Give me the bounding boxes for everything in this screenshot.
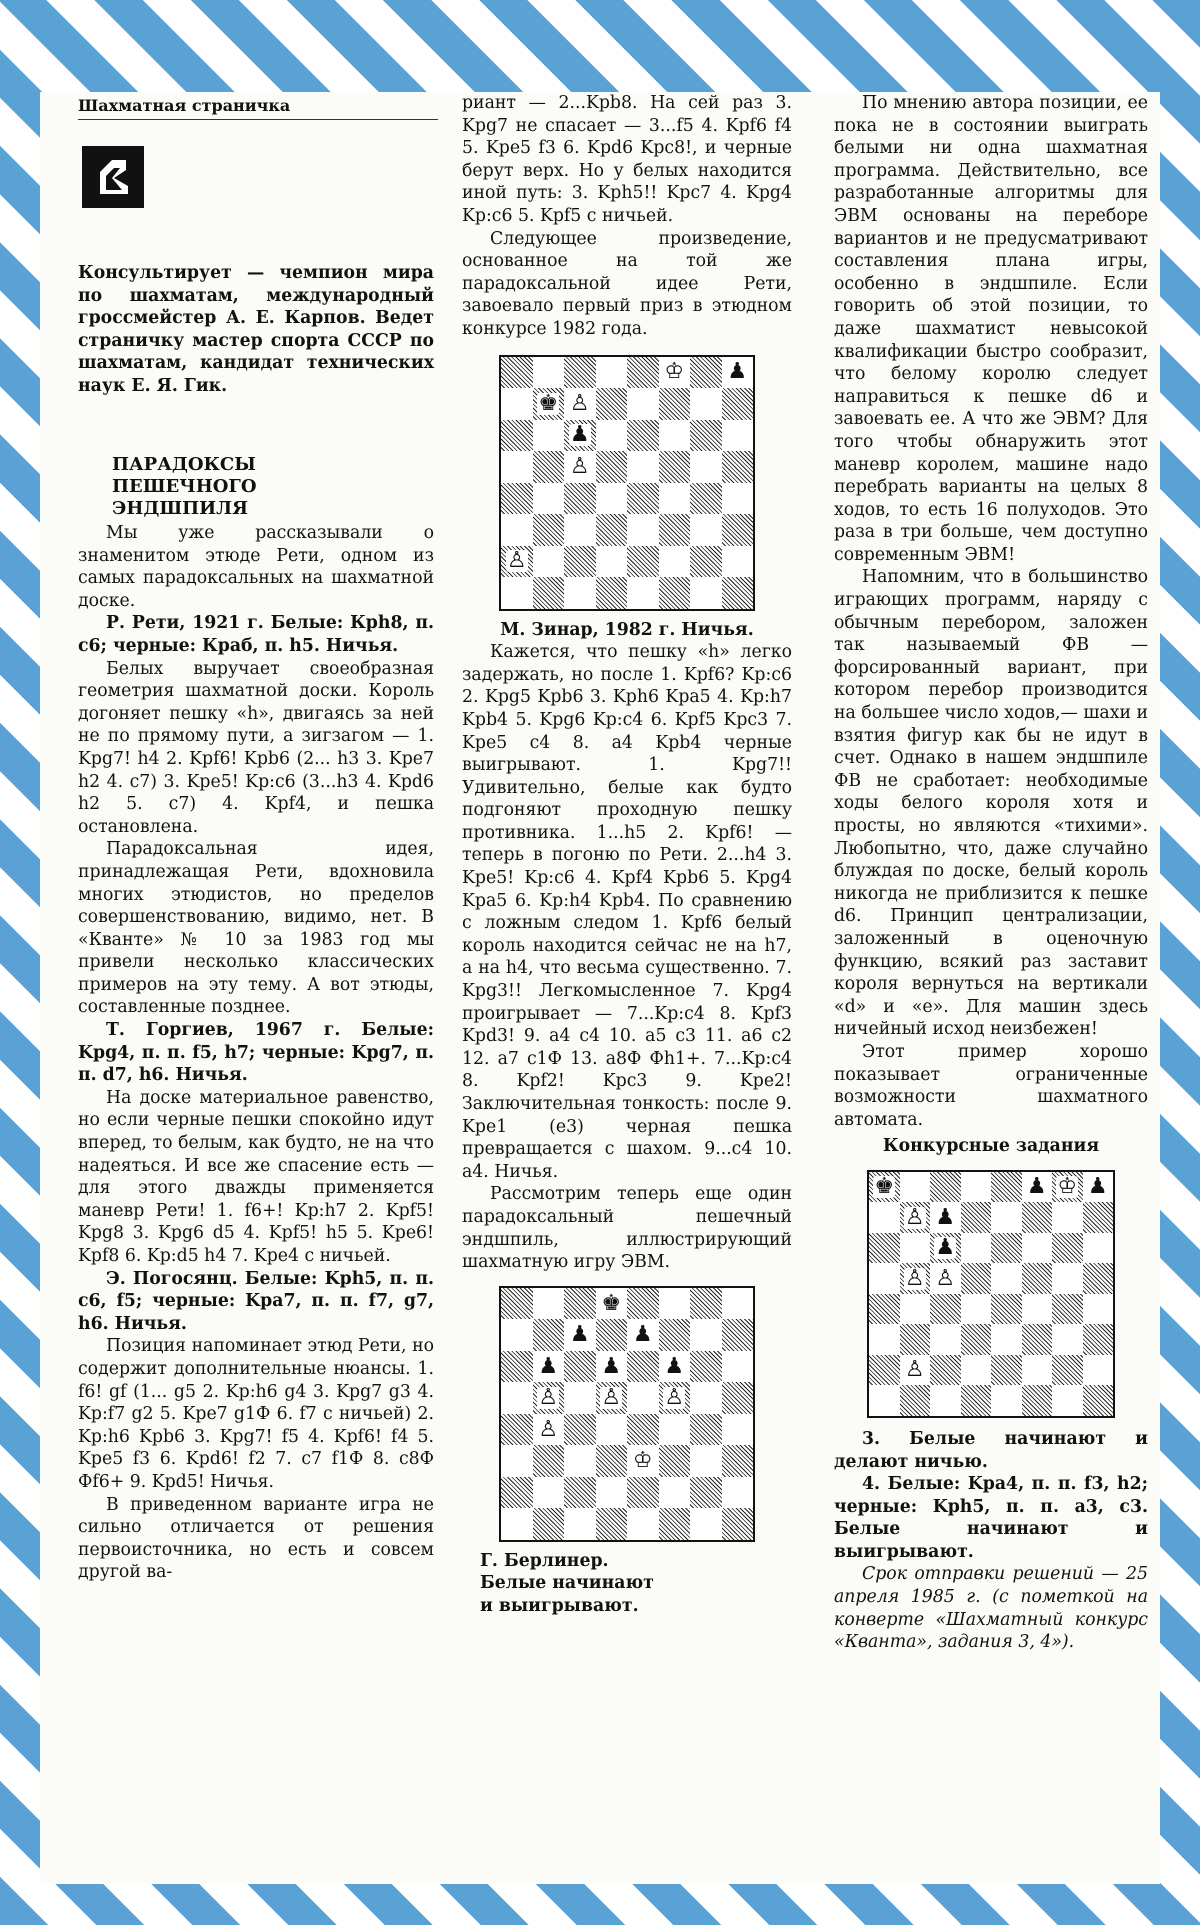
consultant-note: Консультирует — чемпион мира по шахматам, международный гроссмейстер А. Е. Карпов. Ведет страничку мастер спорта СССР по шахматам, кандидат технических наук Е. Я. Гик. xyxy=(78,263,434,396)
chess-piece-icon: ♙ xyxy=(664,1385,685,1410)
square-c5 xyxy=(930,1263,961,1294)
square-e5 xyxy=(627,451,659,483)
square-a2 xyxy=(869,1355,900,1386)
square-e8 xyxy=(627,357,659,389)
square-e1 xyxy=(627,1508,659,1540)
square-e2 xyxy=(627,546,659,578)
square-a8 xyxy=(501,1288,533,1320)
square-f2 xyxy=(659,546,691,578)
square-d8 xyxy=(596,357,628,389)
square-d6 xyxy=(961,1233,992,1264)
square-c3 xyxy=(930,1324,961,1355)
square-b7 xyxy=(533,388,565,420)
square-h5 xyxy=(722,1382,754,1414)
square-c8 xyxy=(564,1288,596,1320)
section-header: Шахматная страничка xyxy=(78,96,438,120)
square-b7 xyxy=(533,1319,565,1351)
square-c5 xyxy=(564,1382,596,1414)
chess-piece-icon: ♚ xyxy=(538,390,559,416)
column-3 xyxy=(834,92,1148,1654)
square-b2 xyxy=(900,1355,931,1386)
square-f4 xyxy=(1022,1294,1053,1325)
square-d2 xyxy=(596,546,628,578)
square-h3 xyxy=(1083,1324,1114,1355)
square-c6 xyxy=(564,1351,596,1383)
square-h7 xyxy=(722,388,754,420)
paragraph: На доске материальное равенство, но если черные пешки спокойно идут вперед, то белым, как будто, не на что надеяться. И все же спасение есть — для этого дважды применяется маневр Рети! 1. f6+! Kp:h7 2. Kpf5! Kpg8 3. Kpg6 d5 4. Kpf5! h5 5. Kpe6! Kpf8 6. Kp:d5 h4 7. Kpe4 с ничьей. xyxy=(78,1087,434,1266)
square-e3 xyxy=(627,514,659,546)
square-g5 xyxy=(690,1382,722,1414)
paragraph: В приведенном варианте игра не сильно отличается от решения первоисточника, но есть и совсем другой ва- xyxy=(78,1494,434,1583)
square-e7 xyxy=(991,1202,1022,1233)
square-a6 xyxy=(501,1351,533,1383)
square-c4 xyxy=(930,1294,961,1325)
square-e2 xyxy=(991,1355,1022,1386)
square-a2 xyxy=(501,1477,533,1509)
square-c1 xyxy=(564,577,596,609)
chess-piece-icon: ♙ xyxy=(538,1385,559,1410)
square-d6 xyxy=(596,1351,628,1383)
diagram-berliner-caption: Г. Берлинер. Белые начинают и выигрывают. xyxy=(480,1550,654,1616)
square-e6 xyxy=(627,1351,659,1383)
chess-piece-icon: ♙ xyxy=(569,453,590,479)
square-e6 xyxy=(627,420,659,452)
chess-piece-icon: ♟ xyxy=(1087,1174,1108,1200)
square-f3 xyxy=(1022,1324,1053,1355)
paragraph: По мнению автора позиции, ее пока не в состоянии выиграть белыми ни одна шахматная программа. Действительно, все разработанные алгоритмы для ЭВМ основаны на переборе вариантов и не предусматривают составления плана игры, особенно в эндшпиле. Если говорить об этой позиции, то даже шахматист невысокой квалификации быстро сообразит, что белому королю следует направиться к пешке d6 и завоевать ее. А что же ЭВМ? Для того чтобы обнаружить этот маневр королем, машине надо перебрать варианты на целых 8 ходов, то есть 16 полуходов. Это раза в три больше, чем доступно современным ЭВМ! xyxy=(834,93,1148,565)
chess-piece-icon: ♔ xyxy=(1057,1174,1078,1200)
square-a1 xyxy=(501,577,533,609)
square-g6 xyxy=(690,420,722,452)
col2-mid-paragraphs xyxy=(462,641,792,1274)
square-b4 xyxy=(900,1294,931,1325)
square-h3 xyxy=(722,1445,754,1477)
paragraph: риант — 2...Kpb8. На сей раз 3. Kpg7 не спасает — 3...f5 4. Kpf6 f4 5. Kpe5 f3 6. Kpd6 Kpc8!, и черные берут верх. Но у белых находится иной путь: 3. Kph5!! Kpc7 4. Kpg4 Kp:c6 5. Kpf5 с ничьей. xyxy=(462,93,792,226)
paragraph: Следующее произведение, основанное на той же парадоксальной идее Рети, завоевало первый приз в этюдном конкурсе 1982 года. xyxy=(462,228,792,339)
square-g1 xyxy=(1052,1385,1083,1416)
paragraph: Этот пример хорошо показывает ограниченные возможности шахматного автомата. xyxy=(834,1041,1148,1130)
square-h2 xyxy=(722,1477,754,1509)
square-b4 xyxy=(533,1414,565,1446)
square-g5 xyxy=(1052,1263,1083,1294)
square-d2 xyxy=(961,1355,992,1386)
square-b3 xyxy=(900,1324,931,1355)
square-h7 xyxy=(1083,1202,1114,1233)
square-f5 xyxy=(659,451,691,483)
square-d7 xyxy=(961,1202,992,1233)
square-e1 xyxy=(627,577,659,609)
square-e4 xyxy=(627,483,659,515)
square-d8 xyxy=(961,1172,992,1203)
square-b6 xyxy=(533,420,565,452)
square-b7 xyxy=(900,1202,931,1233)
square-e8 xyxy=(991,1172,1022,1203)
square-g6 xyxy=(1052,1233,1083,1264)
square-f6 xyxy=(659,1351,691,1383)
square-c7 xyxy=(930,1202,961,1233)
square-h4 xyxy=(722,483,754,515)
paragraph: 3. Белые начинают и делают ничью. xyxy=(834,1428,1148,1472)
square-g4 xyxy=(690,483,722,515)
square-b6 xyxy=(900,1233,931,1264)
square-c2 xyxy=(564,1477,596,1509)
square-b5 xyxy=(533,451,565,483)
magazine-page xyxy=(40,92,1160,1884)
square-b3 xyxy=(533,1445,565,1477)
square-f2 xyxy=(659,1477,691,1509)
square-f1 xyxy=(1022,1385,1053,1416)
square-a8 xyxy=(501,357,533,389)
square-f4 xyxy=(659,483,691,515)
square-h6 xyxy=(1083,1233,1114,1264)
square-a1 xyxy=(869,1385,900,1416)
square-h2 xyxy=(1083,1355,1114,1386)
square-d1 xyxy=(596,1508,628,1540)
chess-piece-icon: ♔ xyxy=(664,359,685,385)
paragraph: Срок отправки решений — 25 апреля 1985 г. (с пометкой на конверте «Шахматный конкурс «Кванта», задания 3, 4»). xyxy=(834,1564,1148,1653)
chess-piece-icon: ♟ xyxy=(935,1204,956,1230)
square-b2 xyxy=(533,546,565,578)
square-a6 xyxy=(869,1233,900,1264)
square-d1 xyxy=(961,1385,992,1416)
square-e4 xyxy=(627,1414,659,1446)
square-g3 xyxy=(1052,1324,1083,1355)
square-f1 xyxy=(659,577,691,609)
square-g3 xyxy=(690,514,722,546)
square-h4 xyxy=(1083,1294,1114,1325)
square-d4 xyxy=(596,483,628,515)
square-e5 xyxy=(627,1382,659,1414)
square-g7 xyxy=(1052,1202,1083,1233)
chess-piece-icon: ♟ xyxy=(1026,1174,1047,1200)
square-g2 xyxy=(1052,1355,1083,1386)
square-a5 xyxy=(501,451,533,483)
square-f5 xyxy=(1022,1263,1053,1294)
square-b4 xyxy=(533,483,565,515)
article-col1 xyxy=(78,454,434,1584)
square-d6 xyxy=(596,420,628,452)
square-c5 xyxy=(564,451,596,483)
square-d3 xyxy=(596,1445,628,1477)
square-h2 xyxy=(722,546,754,578)
column-2 xyxy=(462,92,792,1618)
square-c2 xyxy=(564,546,596,578)
chess-piece-icon: ♙ xyxy=(904,1204,925,1230)
square-g2 xyxy=(690,546,722,578)
chess-piece-icon: ♟ xyxy=(538,1353,559,1379)
square-f2 xyxy=(1022,1355,1053,1386)
square-b5 xyxy=(900,1263,931,1294)
square-g5 xyxy=(690,451,722,483)
square-f8 xyxy=(659,357,691,389)
square-b8 xyxy=(900,1172,931,1203)
square-c6 xyxy=(564,420,596,452)
square-d7 xyxy=(596,1319,628,1351)
square-b1 xyxy=(900,1385,931,1416)
square-h1 xyxy=(722,1508,754,1540)
square-h6 xyxy=(722,420,754,452)
square-c8 xyxy=(564,357,596,389)
square-e4 xyxy=(991,1294,1022,1325)
square-c7 xyxy=(564,388,596,420)
square-e3 xyxy=(627,1445,659,1477)
square-b8 xyxy=(533,357,565,389)
square-f3 xyxy=(659,1445,691,1477)
square-a4 xyxy=(501,483,533,515)
square-f6 xyxy=(1022,1233,1053,1264)
square-g1 xyxy=(690,577,722,609)
square-d4 xyxy=(961,1294,992,1325)
paragraph: Напомним, что в большинство играющих программ, наряду с обычным перебором, заложен так называемый ФВ — форсированный вариант, при котором перебор производится на большее число ходов,— шахи и взятия фигур как бы не идут в счет. Однако в нашем эндшпиле ФВ не сработает: необходимые ходы белого короля хотя и просты, но являются «тихими». Любопытно, что, даже случайно блуждая по доске, белый король никогда не приблизится к пешке d6. Принцип централизации, заложенный в оценочную функцию, всякий раз заставит короля вернуться на вертикали «d» и «e». Для машин здесь ничейный исход неизбежен! xyxy=(834,567,1148,1040)
square-g8 xyxy=(690,1288,722,1320)
chess-piece-icon: ♙ xyxy=(935,1265,956,1291)
square-a8 xyxy=(869,1172,900,1203)
square-d2 xyxy=(596,1477,628,1509)
square-a5 xyxy=(501,1382,533,1414)
col1-paragraphs xyxy=(78,522,434,1584)
square-f5 xyxy=(659,1382,691,1414)
square-a5 xyxy=(869,1263,900,1294)
chess-piece-icon: ♟ xyxy=(664,1353,685,1379)
square-e1 xyxy=(991,1385,1022,1416)
square-b5 xyxy=(533,1382,565,1414)
square-d5 xyxy=(596,451,628,483)
chess-piece-icon: ♚ xyxy=(601,1290,622,1316)
square-f1 xyxy=(659,1508,691,1540)
square-h4 xyxy=(722,1414,754,1446)
title-line: ПЕШЕЧНОГО xyxy=(112,476,257,497)
chess-piece-icon: ♙ xyxy=(904,1265,925,1291)
chess-piece-icon: ♟ xyxy=(601,1353,622,1379)
diagram-zinar-caption: М. Зинар, 1982 г. Ничья. xyxy=(500,619,754,640)
square-a3 xyxy=(501,514,533,546)
diagram-berliner xyxy=(499,1286,755,1542)
contest-title: Конкурсные задания xyxy=(882,1136,1100,1157)
square-a7 xyxy=(869,1202,900,1233)
square-d4 xyxy=(596,1414,628,1446)
chess-piece-icon: ♟ xyxy=(569,422,590,448)
square-f3 xyxy=(659,514,691,546)
square-f6 xyxy=(659,420,691,452)
square-h8 xyxy=(1083,1172,1114,1203)
square-d3 xyxy=(596,514,628,546)
square-h7 xyxy=(722,1319,754,1351)
square-a6 xyxy=(501,420,533,452)
square-d8 xyxy=(596,1288,628,1320)
square-c6 xyxy=(930,1233,961,1264)
col3-top-paragraphs xyxy=(834,92,1148,1131)
title-line: ЭНДШПИЛЯ xyxy=(112,498,248,519)
paragraph: Белых выручает своеобразная геометрия шахматной доски. Король догоняет пешку «h», двигаясь за ней не по прямому пути, а зигзагом — 1. Kpg7! h4 2. Kpf6! Kpb6 (2... h3 3. Kpe7 h2 4. c7) 3. Kpe5! Kp:c6 (3...h3 4. Kpd6 h2 5. c7) 4. Kpf4, и пешка остановлена. xyxy=(78,658,434,837)
square-g4 xyxy=(690,1414,722,1446)
square-b2 xyxy=(533,1477,565,1509)
article-title xyxy=(78,454,434,520)
chess-piece-icon: ♔ xyxy=(632,1448,653,1473)
diagram-zinar xyxy=(499,355,755,611)
square-c7 xyxy=(564,1319,596,1351)
square-h3 xyxy=(722,514,754,546)
chess-piece-icon: ♙ xyxy=(601,1385,622,1410)
knight-logo-icon xyxy=(82,146,144,208)
paragraph: Э. Погосянц. Белые: Kph5, п. п. с6, f5; черные: Kpa7, п. п. f7, g7, h6. Ничья. xyxy=(78,1268,434,1334)
square-c2 xyxy=(930,1355,961,1386)
square-c4 xyxy=(564,483,596,515)
square-c1 xyxy=(930,1385,961,1416)
square-b1 xyxy=(533,577,565,609)
square-f8 xyxy=(1022,1172,1053,1203)
paragraph: Позиция напоминает этюд Рети, но содержит дополнительные нюансы. 1. f6! gf (1... g5 2. Kp:h6 g4 3. Kpg7 g3 4. Kp:f7 g2 5. Kpe7 g1Ф 6. f7 с ничьей) 2. Kp:h6 Kpb6 3. Kpg7! f5 4. Kpf6! f4 5. Kpe5 f3 6. Kpd6! f2 7. c7 f1Ф 8. c8Ф Фf6+ 9. Kpd5! Ничья. xyxy=(78,1336,434,1492)
chess-piece-icon: ♙ xyxy=(538,1416,559,1442)
square-e8 xyxy=(627,1288,659,1320)
square-e7 xyxy=(627,1319,659,1351)
square-h8 xyxy=(722,1288,754,1320)
square-e2 xyxy=(627,1477,659,1509)
square-d5 xyxy=(596,1382,628,1414)
square-f7 xyxy=(659,1319,691,1351)
square-c8 xyxy=(930,1172,961,1203)
square-e7 xyxy=(627,388,659,420)
paragraph: 4. Белые: Kpa4, п. п. f3, h2; черные: Kph5, п. п. a3, c3. Белые начинают и выигрывают. xyxy=(834,1474,1148,1562)
square-b8 xyxy=(533,1288,565,1320)
col3-bottom-paragraphs xyxy=(834,1428,1148,1654)
square-f7 xyxy=(1022,1202,1053,1233)
chess-piece-icon: ♟ xyxy=(935,1235,956,1261)
square-g7 xyxy=(690,1319,722,1351)
square-h6 xyxy=(722,1351,754,1383)
square-a3 xyxy=(501,1445,533,1477)
square-d3 xyxy=(961,1324,992,1355)
square-d7 xyxy=(596,388,628,420)
square-c4 xyxy=(564,1414,596,1446)
square-b1 xyxy=(533,1508,565,1540)
paragraph: Кажется, что пешку «h» легко задержать, но после 1. Kpf6? Kp:c6 2. Kpg5 Kpb6 3. Kph6 Kpa5 4. Kp:h7 Kpb4 5. Kpg6 Kp:c4 6. Kpf5 Kpc3 7. Kpe5 c4 8. a4 Kpb4 черные выигрывают. 1. Kpg7!! Удивительно, белые как будто подгоняют проходную пешку противника. 1...h5 2. Kpf6! — теперь в погоню по Рети. 2...h4 3. Kpe5! Kp:c6 4. Kpf4 Kpb6 5. Kpg4 Kpa5 6. Kp:h4 Kpb4. По сравнению с ложным следом 1. Kpf6 белый король находится сейчас не на h7, а на h4, что весьма существенно. 7. Kpg3!! Легкомысленное 7. Kpg4 проигрывает — 7...Kp:c4 8. Kpf3 Kpd3! 9. a4 c4 10. a5 c3 11. a6 c2 12. a7 c1Ф 13. a8Ф Фh1+. 7...Kp:c4 8. Kpf2! Kpc3 9. Kpe2! Заключительная тонкость: после 9. Kpe1 (e3) черная пешка превращается с шахом. 9...c4 10. a4. Ничья. xyxy=(462,642,792,1182)
square-h5 xyxy=(722,451,754,483)
square-c3 xyxy=(564,1445,596,1477)
paragraph: Парадоксальная идея, принадлежащая Рети, вдохновила многих этюдистов, но пределов совершенствованию, видимо, нет. В «Кванте» № 10 за 1983 год мы привели несколько классических примеров на эту тему. А вот этюды, составленные позднее. xyxy=(78,839,434,1018)
square-e6 xyxy=(991,1233,1022,1264)
square-h1 xyxy=(1083,1385,1114,1416)
square-a7 xyxy=(501,1319,533,1351)
square-h5 xyxy=(1083,1263,1114,1294)
square-g2 xyxy=(690,1477,722,1509)
chess-piece-icon: ♙ xyxy=(569,390,590,416)
square-f7 xyxy=(659,388,691,420)
col2-top-paragraphs xyxy=(462,92,792,341)
square-d5 xyxy=(961,1263,992,1294)
square-f4 xyxy=(659,1414,691,1446)
square-g4 xyxy=(1052,1294,1083,1325)
chess-piece-icon: ♟ xyxy=(727,359,748,385)
chess-piece-icon: ♟ xyxy=(569,1322,590,1347)
title-line: ПАРАДОКСЫ xyxy=(112,454,256,475)
square-g1 xyxy=(690,1508,722,1540)
square-c3 xyxy=(564,514,596,546)
square-b6 xyxy=(533,1351,565,1383)
chess-piece-icon: ♚ xyxy=(874,1174,895,1200)
square-g3 xyxy=(690,1445,722,1477)
square-h1 xyxy=(722,577,754,609)
diagram-contest xyxy=(867,1170,1115,1418)
square-a2 xyxy=(501,546,533,578)
square-a4 xyxy=(501,1414,533,1446)
square-c1 xyxy=(564,1508,596,1540)
chess-piece-icon: ♙ xyxy=(904,1357,925,1383)
square-a1 xyxy=(501,1508,533,1540)
square-g8 xyxy=(690,357,722,389)
square-h8 xyxy=(722,357,754,389)
paragraph: Р. Рети, 1921 г. Белые: Крh8, п. с6; черные: Краб, п. h5. Ничья. xyxy=(78,613,434,656)
chess-piece-icon: ♟ xyxy=(632,1322,653,1347)
paragraph: Мы уже рассказывали о знаменитом этюде Рети, одном из самых парадоксальных на шахматной доске. xyxy=(78,523,434,611)
square-g6 xyxy=(690,1351,722,1383)
square-a7 xyxy=(501,388,533,420)
square-g8 xyxy=(1052,1172,1083,1203)
square-a4 xyxy=(869,1294,900,1325)
paragraph: Т. Горгиев, 1967 г. Белые: Kpg4, п. п. f5, h7; черные: Kpg7, п. п. d7, h6. Ничья. xyxy=(78,1020,434,1086)
square-a3 xyxy=(869,1324,900,1355)
paragraph: Рассмотрим теперь еще один парадоксальный пешечный эндшпиль, иллюстрирующий шахматную игру ЭВМ. xyxy=(462,1184,792,1273)
square-e5 xyxy=(991,1263,1022,1294)
square-b3 xyxy=(533,514,565,546)
square-f8 xyxy=(659,1288,691,1320)
square-e3 xyxy=(991,1324,1022,1355)
square-d1 xyxy=(596,577,628,609)
square-g7 xyxy=(690,388,722,420)
chess-piece-icon: ♙ xyxy=(506,548,527,574)
